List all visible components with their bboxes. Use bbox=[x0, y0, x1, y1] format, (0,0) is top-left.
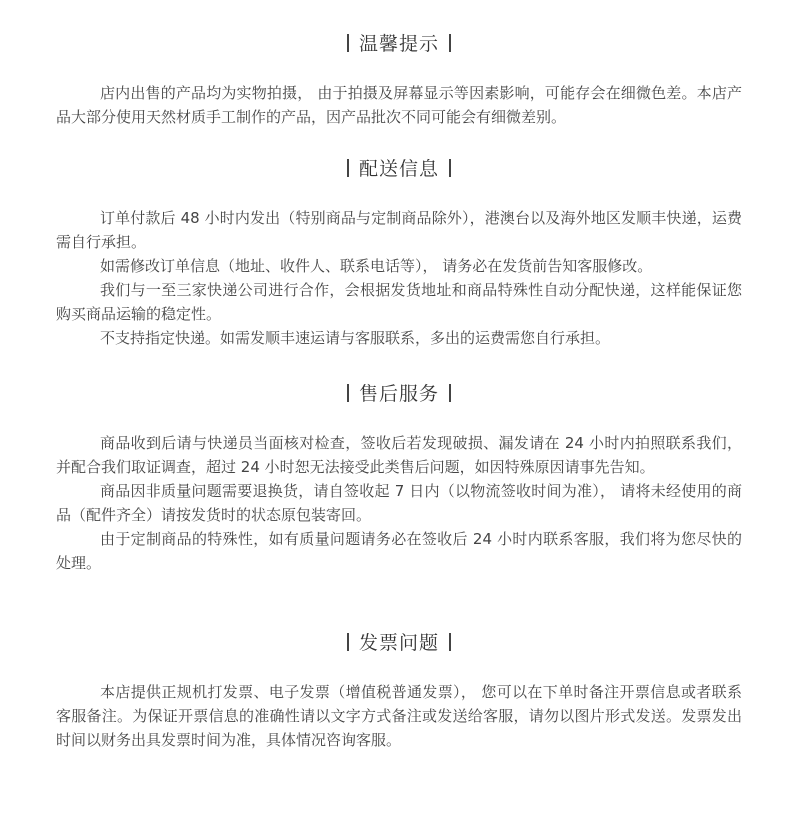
aftersale-paragraph: 商品收到后请与快递员当面核对检查，签收后若发现破损、漏发请在 24 小时内拍照联系我们，并配合我们取证调查，超过 24 小时恕无法接受此类售后问题，如因特殊原因请事先告知。 bbox=[56, 434, 742, 476]
delivery-paragraph: 订单付款后 48 小时内发出（特别商品与定制商品除外），港澳台以及海外地区发顺丰快递，运费需自行承担。 bbox=[56, 209, 742, 251]
title-divider bbox=[347, 384, 349, 402]
title-divider bbox=[347, 159, 349, 177]
aftersale-body bbox=[56, 431, 742, 575]
aftersale-paragraph: 由于定制商品的特殊性，如有质量问题请务必在签收后 24 小时内联系客服，我们将为您尽快的处理。 bbox=[56, 530, 742, 572]
title-divider bbox=[449, 34, 451, 52]
title-divider bbox=[449, 159, 451, 177]
delivery-body bbox=[56, 206, 742, 350]
tips-paragraph: 店内出售的产品均为实物拍摄， 由于拍摄及屏幕显示等因素影响，可能存会在细微色差。本店产品大部分使用天然材质手工制作的产品，因产品批次不同可能会有细微差别。 bbox=[56, 84, 742, 126]
invoice-paragraph: 本店提供正规机打发票、电子发票（增值税普通发票）， 您可以在下单时备注开票信息或者联系客服备注。为保证开票信息的准确性请以文字方式备注或发送给客服，请勿以图片形式发送。发票发出时间以财务出具发票时间为准，具体情况咨询客服。 bbox=[56, 683, 742, 749]
tips-body bbox=[56, 81, 742, 129]
aftersale-section bbox=[56, 382, 742, 575]
invoice-title: 发票问题 bbox=[358, 632, 439, 654]
invoice-body bbox=[56, 680, 742, 752]
invoice-section bbox=[56, 631, 742, 752]
section-title bbox=[56, 631, 742, 655]
section-title bbox=[56, 157, 742, 181]
aftersale-title: 售后服务 bbox=[358, 383, 439, 405]
title-divider bbox=[347, 34, 349, 52]
title-divider bbox=[449, 384, 451, 402]
title-divider bbox=[347, 633, 349, 651]
delivery-title: 配送信息 bbox=[358, 158, 439, 180]
delivery-paragraph: 如需修改订单信息（地址、收件人、联系电话等）， 请务必在发货前告知客服修改。 bbox=[100, 257, 653, 275]
delivery-section bbox=[56, 157, 742, 350]
section-title bbox=[56, 382, 742, 406]
delivery-paragraph: 我们与一至三家快递公司进行合作，会根据发货地址和商品特殊性自动分配快递，这样能保证您购买商品运输的稳定性。 bbox=[56, 281, 742, 323]
tips-title: 温馨提示 bbox=[358, 33, 439, 55]
delivery-paragraph: 不支持指定快递。如需发顺丰速运请与客服联系，多出的运费需您自行承担。 bbox=[100, 329, 611, 347]
tips-section bbox=[56, 32, 742, 129]
section-title bbox=[56, 32, 742, 56]
title-divider bbox=[449, 633, 451, 651]
aftersale-paragraph: 商品因非质量问题需要退换货，请自签收起 7 日内（以物流签收时间为准）， 请将未经使用的商品（配件齐全）请按发货时的状态原包装寄回。 bbox=[56, 482, 742, 524]
